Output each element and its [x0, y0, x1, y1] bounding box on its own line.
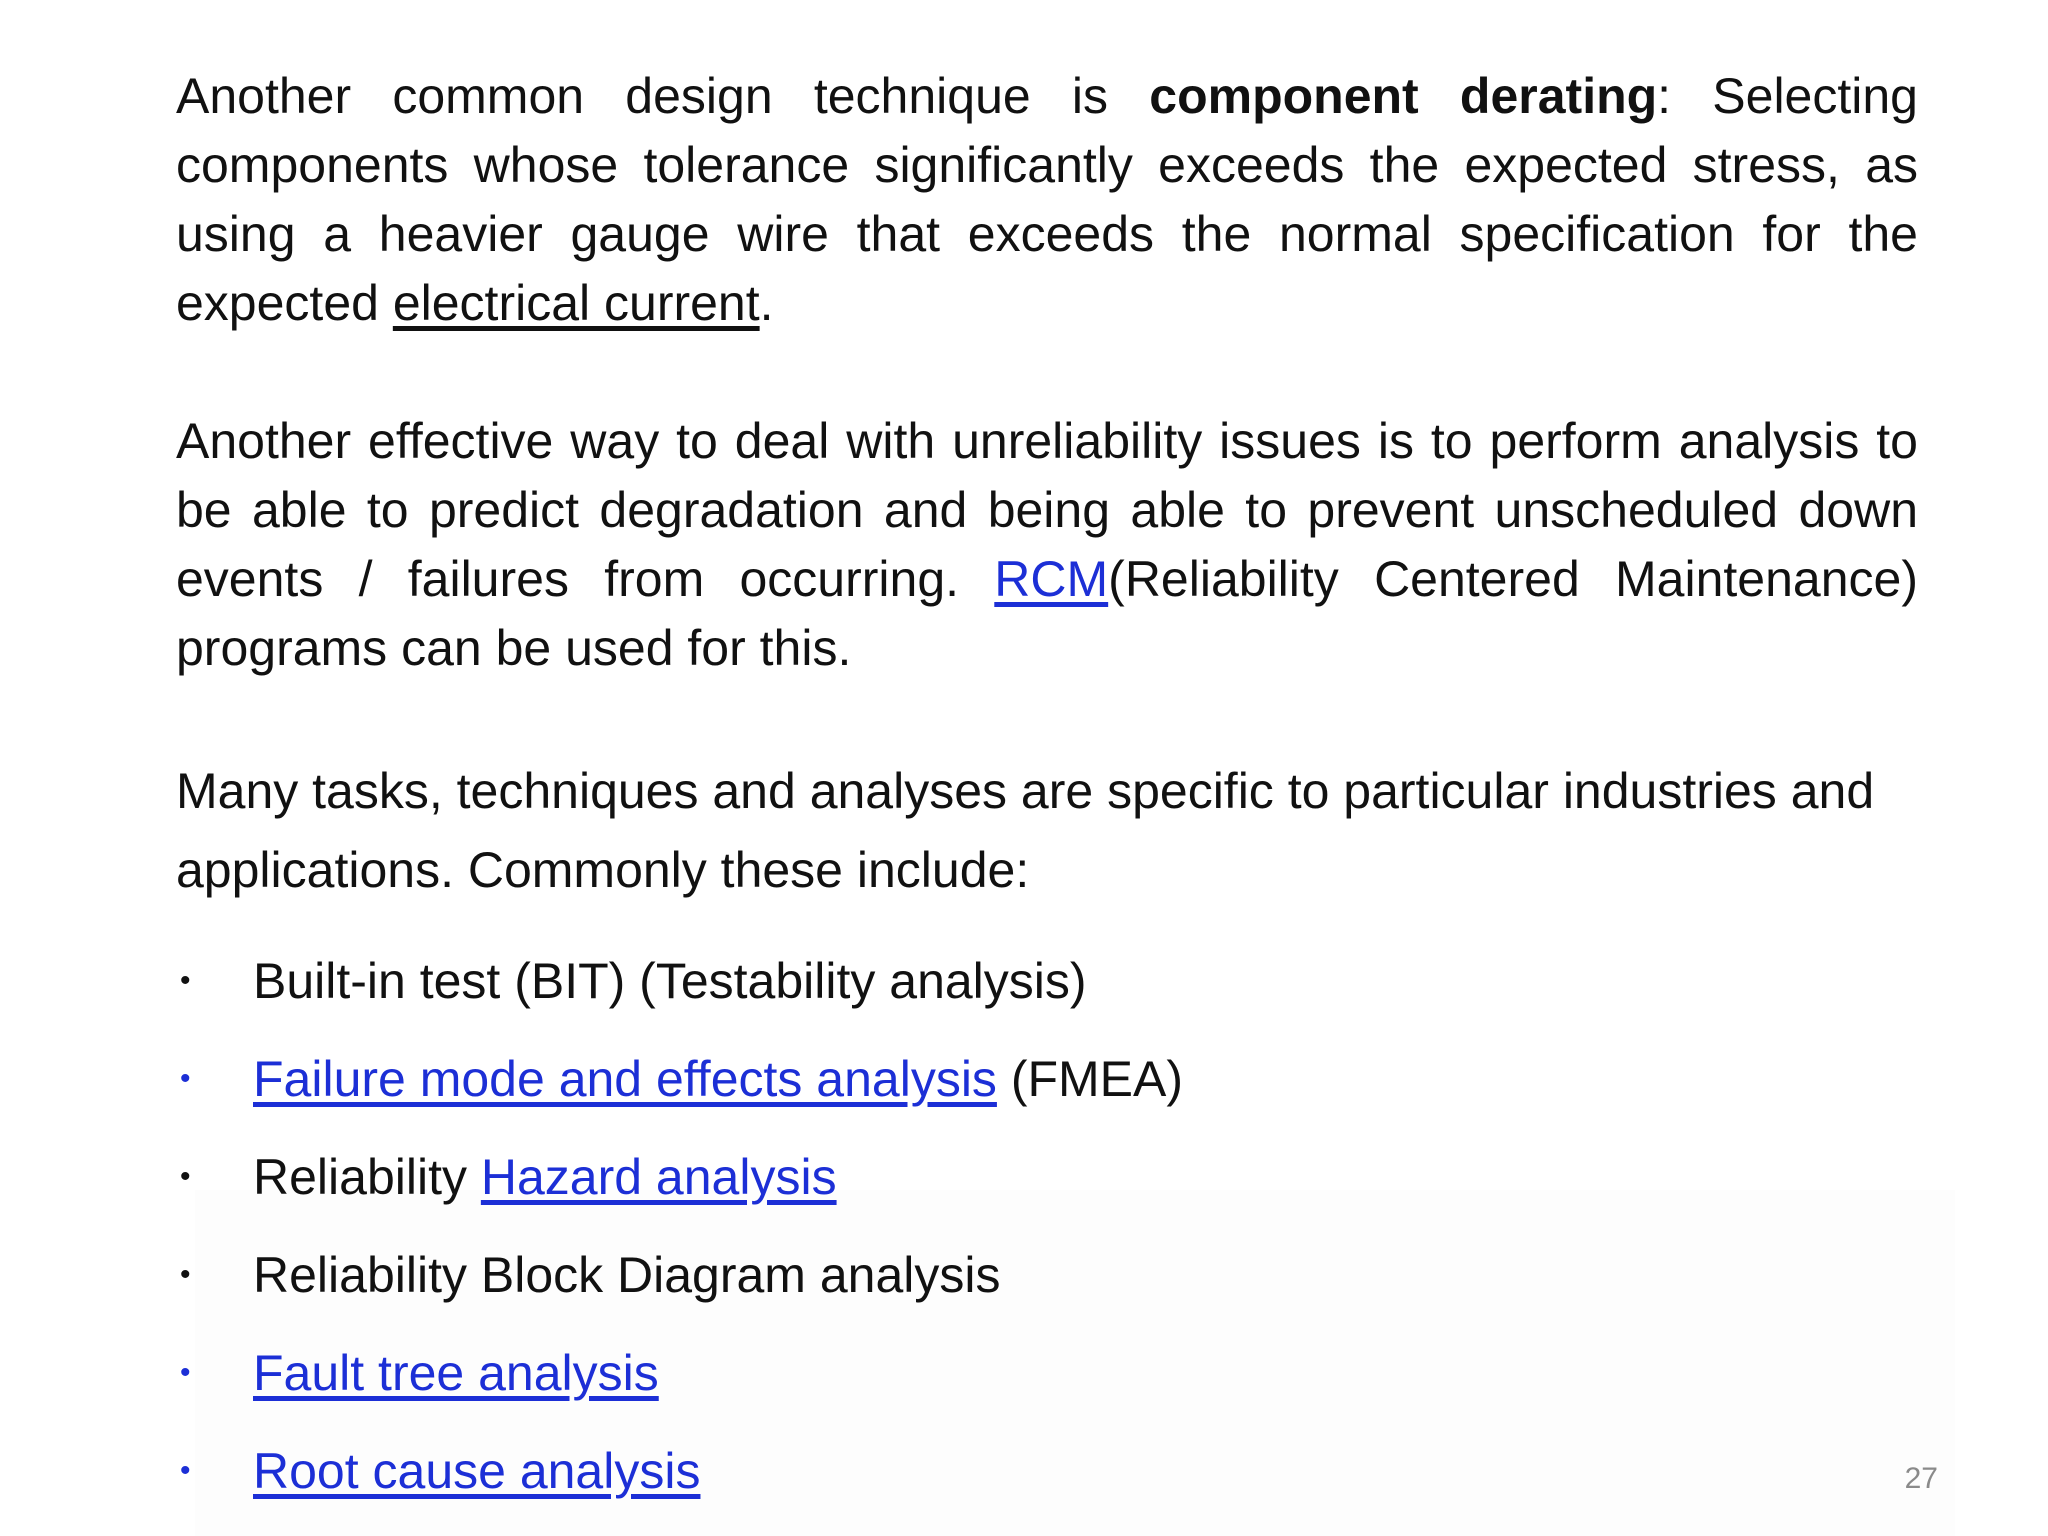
term-electrical-current: electrical current [392, 275, 760, 331]
fmea-link[interactable]: Failure mode and effects analysis [253, 1051, 997, 1107]
list-item-text: Reliability Block Diagram analysis [253, 1247, 1001, 1303]
list-item-hazard-analysis [176, 1128, 1918, 1226]
paragraph1-lead: Another common design technique is [176, 68, 1150, 124]
paragraph-rcm [176, 407, 1918, 683]
term-component-derating: component derating [1149, 68, 1658, 124]
bullet-icon: • [180, 1454, 191, 1487]
list-item-rbd-analysis [176, 1226, 1918, 1324]
root-cause-analysis-link[interactable]: Root cause analysis [253, 1443, 701, 1499]
slide-content [176, 62, 1918, 1520]
list-item-root-cause [176, 1422, 1918, 1520]
list-item-prefix: Reliability [253, 1149, 481, 1205]
paragraph1-middle: : Selecting components whose tolerance significantly exceeds the expected stress, as using a heavier gauge wire that exceeds the normal specification for the expected [176, 68, 1918, 331]
bullet-icon: • [180, 1258, 191, 1291]
hazard-analysis-link[interactable]: Hazard analysis [480, 1149, 837, 1205]
list-item-text: Built-in test (BIT) (Testability analysis) [253, 953, 1087, 1009]
bullet-icon: • [180, 1160, 191, 1193]
bullet-icon: • [180, 964, 191, 997]
analysis-list [176, 932, 1918, 1520]
list-item-fmea [176, 1030, 1918, 1128]
paragraph2-end: (Reliability Centered Maintenance) programs can be used for this. [176, 551, 1918, 676]
paragraph-tasks-intro: Many tasks, techniques and analyses are specific to particular industries and applications. Commonly these include: [176, 763, 1875, 898]
bullet-icon: • [180, 1062, 191, 1095]
fault-tree-analysis-link[interactable]: Fault tree analysis [253, 1345, 659, 1401]
paragraph1-end: . [759, 275, 774, 331]
list-item-fault-tree [176, 1324, 1918, 1422]
bullet-icon: • [180, 1356, 191, 1389]
paragraph2-lead: Another effective way to deal with unreliability issues is to perform analysis to be able to predict degradation and being able to prevent unscheduled down events / failures from occurring. [176, 413, 1918, 607]
rcm-link[interactable]: RCM [994, 551, 1109, 607]
list-item-suffix: (FMEA) [996, 1051, 1184, 1107]
page-number: 27 [1904, 1462, 1938, 1495]
list-item-built-in-test [176, 932, 1918, 1030]
paragraph-component-derating [176, 62, 1918, 338]
